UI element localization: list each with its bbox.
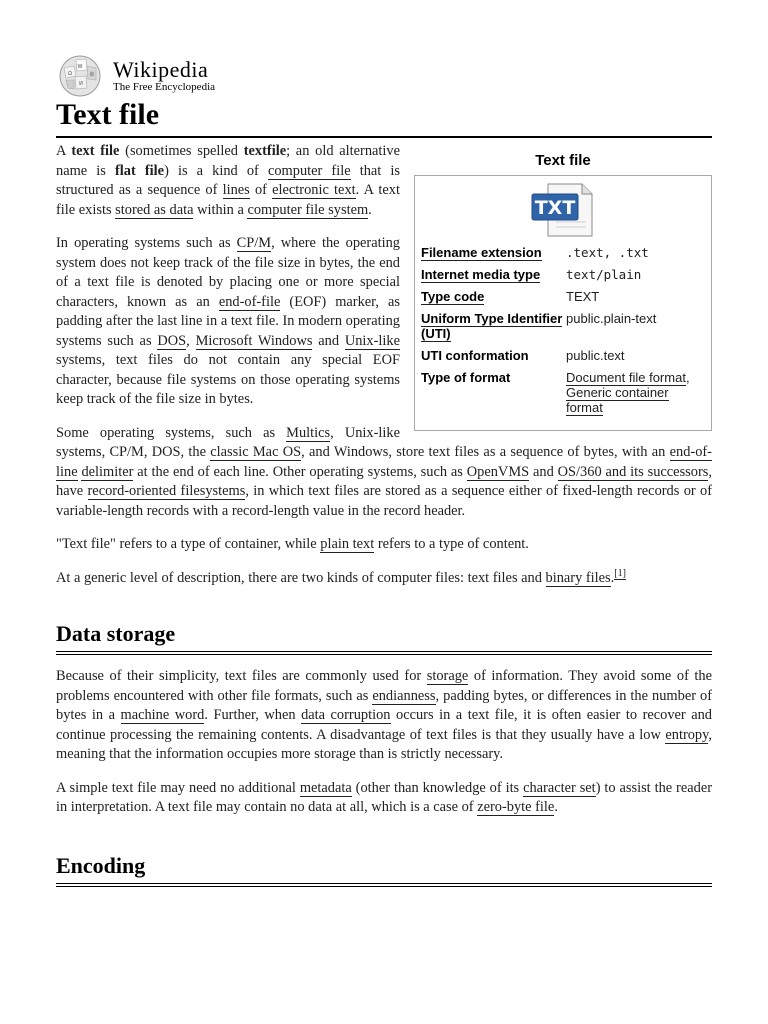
intro-paragraph-4: "Text file" refers to a type of container, while plain text refers to a type of content. [56, 536, 529, 552]
link-cpm[interactable]: CP/M [236, 235, 272, 251]
wikipedia-globe-logo [56, 54, 104, 98]
svg-text:W: W [77, 64, 83, 70]
infobox-row-format: Type of format Document file format, Generic container format [421, 370, 690, 415]
link-lines[interactable]: lines [222, 182, 250, 198]
section-heading-encoding: Encoding [56, 852, 712, 887]
link-end-of-file[interactable]: end-of-file [218, 293, 281, 310]
infobox-value: public.plain-text [566, 311, 657, 326]
link-zero-byte-file[interactable]: zero-byte file [477, 799, 555, 815]
infobox-key: Type of format [421, 370, 511, 385]
data-storage-paragraph-1: Because of their simplicity, text files are commonly used for storage of information. They avoid some of the problems encountered with other file formats, such as endianness, padding bytes, or differences in the number of bytes in a machine word. Further, when data corruption occurs in a text file, it is often easier to recover and continue processing the remaining contents. A disadvantage of text files is that they usually have a low entropy, meaning that the information occupies more storage than is strictly necessary. [56, 668, 713, 762]
link-binary-files[interactable]: binary files [545, 569, 611, 586]
data-storage-paragraph-2: A simple text file may need no additional metadata (other than knowledge of its character set) to assist the reader in interpretation. A text file may contain no data at all, which is a case of zero-byte file. [56, 779, 712, 815]
link-machine-word[interactable]: machine word [120, 707, 205, 723]
wikipedia-header[interactable] [56, 54, 215, 98]
link-endianness[interactable]: endianness [372, 687, 436, 704]
link-end-of-line[interactable]: end-of-line [56, 444, 712, 480]
generic-container-format-link[interactable]: Generic container format [566, 385, 669, 415]
infobox-value: TEXT [566, 289, 600, 304]
intro-paragraph-2: In operating systems such as CP/M, where the operating system does not keep track of the file size in bytes, the end of a text file is denoted by placing one or more special characters, known as an end-of-file (EOF) marker, as padding after the last line in a text file. In modern operating systems such as DOS, Microsoft Windows and Unix-like systems, text files do not contain any special EOF character, because file systems on those operating systems keep track of the file size in bytes. [56, 235, 401, 407]
infobox-key-link[interactable]: Uniform Type Identifier (UTI) [421, 311, 563, 341]
wordmark-tagline: The Free Encyclopedia [113, 80, 216, 93]
infobox [414, 142, 712, 431]
infobox-value: public.text [566, 348, 625, 363]
link-entropy[interactable]: entropy [665, 726, 709, 743]
wordmark [113, 56, 216, 94]
intro-paragraph-1: A text file (sometimes spelled textfile; an old alternative name is flat file) is a kind of computer file that is structured as a sequence of lines of electronic text. A text file exists stored as data within a computer file system. [56, 143, 401, 218]
intro-paragraph-5: At a generic level of description, there are two kinds of computer files: text files and binary files.[1] [56, 567, 626, 586]
infobox-value: .text, .txt [566, 245, 649, 260]
infobox-row-uti-conformation [421, 348, 705, 363]
link-multics[interactable]: Multics [286, 424, 331, 441]
link-electronic-text[interactable]: electronic text [272, 182, 356, 198]
txt-icon-label: TXT [534, 197, 576, 219]
link-dos[interactable]: DOS [157, 332, 187, 349]
link-plain-text[interactable]: plain text [320, 536, 375, 552]
infobox-row-media-type [421, 267, 705, 282]
svg-text:И: И [79, 81, 83, 87]
infobox-row-uti [421, 311, 705, 341]
page-title: Text file [56, 96, 712, 138]
link-delimiter[interactable]: delimiter [81, 463, 134, 480]
link-unix-like[interactable]: Unix-like [344, 332, 400, 349]
infobox-row-type-code [421, 289, 705, 304]
infobox-key: UTI conformation [421, 348, 529, 363]
infobox-table [414, 175, 712, 431]
wordmark-title: Wikipedia [113, 56, 209, 82]
link-record-oriented-filesystems[interactable]: record-oriented filesystems [87, 483, 246, 499]
link-computer-file[interactable]: computer file [267, 162, 351, 179]
link-classic-mac-os[interactable]: classic Mac OS [210, 444, 302, 460]
infobox-image[interactable] [421, 182, 705, 242]
infobox-caption: Text file [535, 152, 591, 169]
link-stored-as-data[interactable]: stored as data [115, 201, 194, 218]
infobox-key-link[interactable]: Filename extension [421, 245, 542, 260]
link-metadata[interactable]: metadata [299, 779, 352, 796]
link-storage[interactable]: storage [426, 668, 469, 684]
infobox-value: text/plain [566, 267, 642, 282]
article-body [56, 142, 712, 887]
link-openvms[interactable]: OpenVMS [466, 463, 530, 480]
svg-text:維: 維 [89, 72, 95, 78]
link-os360[interactable]: OS/360 and its successors [557, 463, 709, 480]
infobox-row-extension [421, 245, 705, 260]
document-file-format-link[interactable]: Document file format [566, 370, 686, 385]
intro-paragraph-3: Some operating systems, such as Multics, Unix-like systems, CP/M, DOS, the classic Mac OS, and Windows, store text files as a sequence of bytes, with an end-of-line delimiter at the end of each line. Other operating systems, such as OpenVMS and OS/360 and its successors, have record-oriented filesystems, in which text files are stored as a sequence either of fixed-length records or of variable-length records with a record-length value in the record header. [56, 424, 713, 519]
infobox-key-link[interactable]: Type code [421, 289, 485, 304]
link-data-corruption[interactable]: data corruption [301, 707, 391, 723]
link-computer-file-system[interactable]: computer file system [247, 201, 369, 218]
link-microsoft-windows[interactable]: Microsoft Windows [195, 332, 313, 349]
link-character-set[interactable]: character set [523, 779, 596, 796]
section-heading-data-storage: Data storage [56, 620, 712, 655]
txt-file-icon[interactable] [530, 182, 596, 238]
infobox-key-link[interactable]: Internet media type [421, 267, 541, 282]
svg-text:Ω: Ω [68, 71, 72, 77]
reference-1-link[interactable]: [1] [614, 567, 626, 579]
